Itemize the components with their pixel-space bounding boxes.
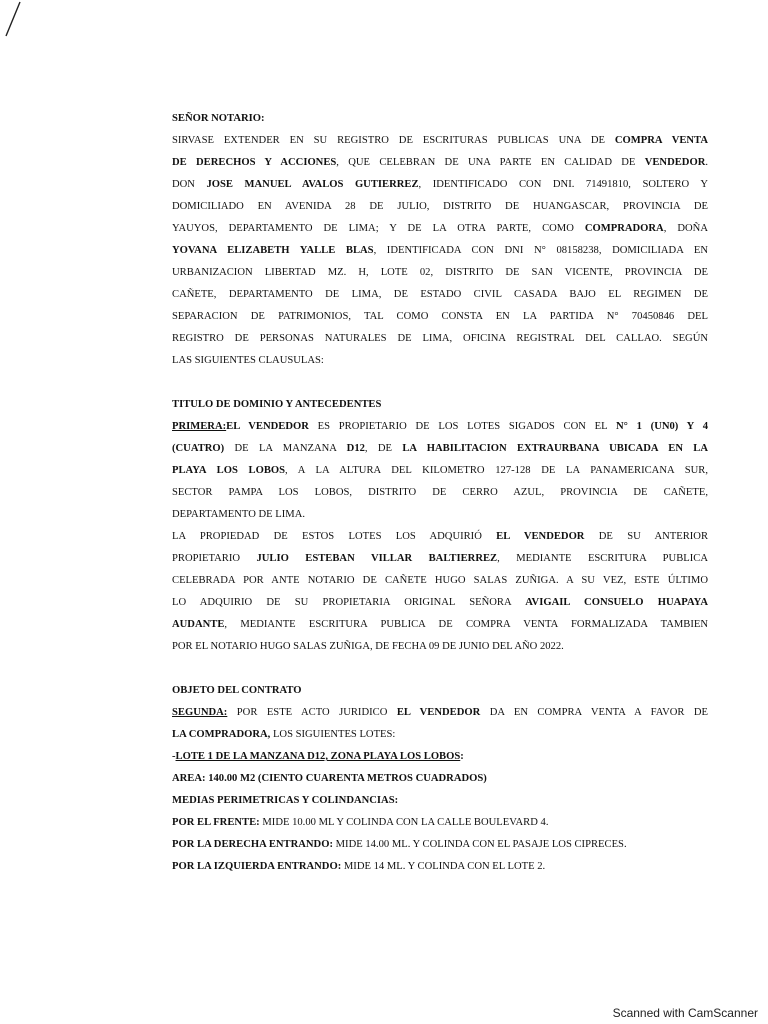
intro-line-11: LAS SIGUIENTES CLAUSULAS: bbox=[172, 355, 324, 366]
boundary-right: POR LA DERECHA ENTRANDO: MIDE 14.00 ML. Y COLINDA CON EL PASAJE LOS CIPRECES. bbox=[172, 839, 627, 850]
document-heading: SEÑOR NOTARIO: bbox=[172, 113, 265, 124]
lot-heading: -LOTE 1 DE LA MANZANA D12, ZONA PLAYA LOS LOBOS: bbox=[172, 751, 464, 762]
intro-line-9: SEPARACION DE PATRIMONIOS, TAL COMO CONSTA EN LA PARTIDA N° 70450846 DEL bbox=[172, 311, 708, 322]
clause-primera-line-6: LA PROPIEDAD DE ESTOS LOTES LOS ADQUIRIÓ EL VENDEDOR DE SU ANTERIOR bbox=[172, 531, 709, 542]
clause-primera-line-4: SECTOR PAMPA LOS LOBOS, DISTRITO DE CERRO AZUL, PROVINCIA DE CAÑETE, bbox=[172, 487, 708, 498]
pen-mark-decoration bbox=[2, 0, 24, 40]
boundary-left: POR LA IZQUIERDA ENTRANDO: MIDE 14 ML. Y COLINDA CON EL LOTE 2. bbox=[172, 861, 546, 872]
section-title-dominio: TITULO DE DOMINIO Y ANTECEDENTES bbox=[172, 399, 382, 410]
clause-primera-line-2: (CUATRO) DE LA MANZANA D12, DE LA HABILITACION EXTRAURBANA UBICADA EN LA bbox=[172, 443, 708, 454]
clause-primera-line-9: LO ADQUIRIO DE SU PROPIETARIA ORIGINAL SEÑORA AVIGAIL CONSUELO HUAPAYA bbox=[172, 597, 708, 608]
clause-primera-line-3: PLAYA LOS LOBOS, A LA ALTURA DEL KILOMETRO 127-128 DE LA PANAMERICANA SUR, bbox=[172, 465, 708, 476]
intro-line-6: YOVANA ELIZABETH YALLE BLAS, IDENTIFICADA CON DNI N° 08158238, DOMICILIADA EN bbox=[172, 245, 708, 256]
clause-primera-line-1: PRIMERA:EL VENDEDOR ES PROPIETARIO DE LOS LOTES SIGADOS CON EL N° 1 (UN0) Y 4 bbox=[172, 421, 708, 432]
clause-label-segunda: SEGUNDA: bbox=[172, 707, 228, 718]
notarial-document bbox=[172, 108, 708, 878]
intro-line-2: DE DERECHOS Y ACCIONES, QUE CELEBRAN DE UNA PARTE EN CALIDAD DE VENDEDOR. bbox=[172, 157, 708, 168]
clause-primera-line-11: POR EL NOTARIO HUGO SALAS ZUÑIGA, DE FECHA 09 DE JUNIO DEL AÑO 2022. bbox=[172, 641, 564, 652]
lot-boundaries-heading: MEDIAS PERIMETRICAS Y COLINDANCIAS: bbox=[172, 795, 399, 806]
clause-label-primera: PRIMERA: bbox=[172, 421, 227, 432]
intro-line-3: DON JOSE MANUEL AVALOS GUTIERREZ, IDENTIFICADO CON DNI. 71491810, SOLTERO Y bbox=[172, 179, 708, 190]
intro-line-1: SIRVASE EXTENDER EN SU REGISTRO DE ESCRITURAS PUBLICAS UNA DE COMPRA VENTA bbox=[172, 135, 708, 146]
intro-line-5: YAUYOS, DEPARTAMENTO DE LIMA; Y DE LA OTRA PARTE, COMO COMPRADORA, DOÑA bbox=[172, 223, 708, 234]
clause-primera-line-5: DEPARTAMENTO DE LIMA. bbox=[172, 509, 305, 520]
boundary-front: POR EL FRENTE: MIDE 10.00 ML Y COLINDA CON LA CALLE BOULEVARD 4. bbox=[172, 817, 549, 828]
clause-segunda-line-1: SEGUNDA: POR ESTE ACTO JURIDICO EL VENDEDOR DA EN COMPRA VENTA A FAVOR DE bbox=[172, 707, 708, 718]
intro-line-7: URBANIZACION LIBERTAD MZ. H, LOTE 02, DISTRITO DE SAN VICENTE, PROVINCIA DE bbox=[172, 267, 708, 278]
intro-line-8: CAÑETE, DEPARTAMENTO DE LIMA, DE ESTADO CIVIL CASADA BAJO EL REGIMEN DE bbox=[172, 289, 708, 300]
lot-area: AREA: 140.00 M2 (CIENTO CUARENTA METROS CUADRADOS) bbox=[172, 773, 487, 784]
clause-primera-line-10: AUDANTE, MEDIANTE ESCRITURA PUBLICA DE COMPRA VENTA FORMALIZADA TAMBIEN bbox=[172, 619, 708, 630]
section-title-objeto: OBJETO DEL CONTRATO bbox=[172, 685, 302, 696]
clause-primera-line-8: CELEBRADA POR ANTE NOTARIO DE CAÑETE HUGO SALAS ZUÑIGA. A SU VEZ, ESTE ÚLTIMO bbox=[172, 575, 708, 586]
clause-primera-line-7: PROPIETARIO JULIO ESTEBAN VILLAR BALTIERREZ, MEDIANTE ESCRITURA PUBLICA bbox=[172, 553, 708, 564]
scanner-watermark: Scanned with CamScanner bbox=[612, 1006, 758, 1020]
clause-segunda-line-2: LA COMPRADORA, LOS SIGUIENTES LOTES: bbox=[172, 729, 396, 740]
intro-line-10: REGISTRO DE PERSONAS NATURALES DE LIMA, OFICINA REGISTRAL DEL CALLAO. SEGÚN bbox=[172, 333, 708, 344]
intro-line-4: DOMICILIADO EN AVENIDA 28 DE JULIO, DISTRITO DE HUANGASCAR, PROVINCIA DE bbox=[172, 201, 708, 212]
